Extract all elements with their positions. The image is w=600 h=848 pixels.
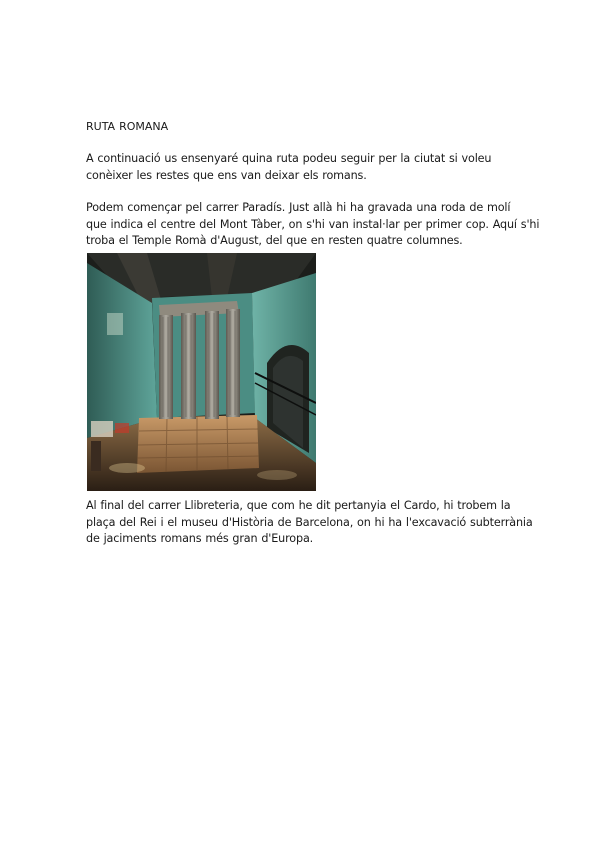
paragraph-line: Al final del carrer Llibreteria, que com he dit pertanyia el Cardo, hi trobem la — [86, 499, 511, 512]
intro-line: conèixer les restes que ens van deixar els romans. — [86, 168, 367, 182]
paragraph-line: que indica el centre del Mont Tàber, on s'hi van instal·lar per primer cop. Aquí s'hi — [86, 217, 540, 231]
page-title — [86, 119, 536, 136]
paragraph-line: de jaciments romans més gran d'Europa. — [86, 532, 314, 545]
paragraph-line: troba el Temple Romà d'August, del que en resten quatre columnes. — [86, 234, 463, 247]
paragraph-paradis — [86, 200, 540, 250]
temple-photo-illustration — [87, 253, 316, 491]
temple-augustus-photo — [87, 253, 316, 491]
paragraph-line: plaça del Rei i el museu d'Història de Barcelona, on hi ha l'excavació subterrània — [86, 515, 533, 529]
intro-line: A continuació us ensenyaré quina ruta podeu seguir per la ciutat si voleu — [86, 152, 492, 165]
title-text: RUTA ROMANA — [86, 120, 169, 133]
paragraph-llibreteria — [86, 498, 536, 548]
paragraph-line: Podem començar pel carrer Paradís. Just allà hi ha gravada una roda de molí — [86, 201, 511, 214]
intro-paragraph — [86, 151, 536, 184]
